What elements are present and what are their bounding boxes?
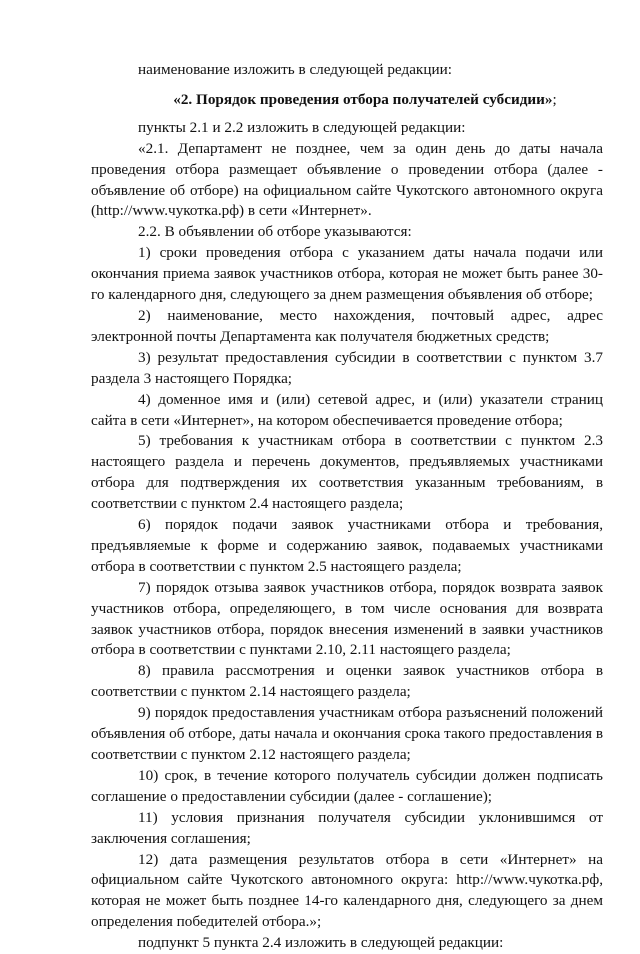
clause-2-2: 2.2. В объявлении об отборе указываются:	[138, 223, 412, 241]
list-item-1: 1) сроки проведения отбора с указанием даты начала подачи или окончания приема заявок участников отбора, которая не может быть ранее 30-го календарного дня, следующего за днем размещения объявления об отборе;	[91, 244, 603, 304]
section-heading-punct: ;	[552, 90, 557, 108]
section-heading-title: «2. Порядок проведения отбора получателей субсидии»	[173, 90, 553, 108]
list-item-7: 7) порядок отзыва заявок участников отбора, порядок возврата заявок участников отбора, определяющего, в том числе основания для возврата заявок участников отбора, порядок внесения изменений в заявки участников отбора в соответствии с пунктами 2.10, 2.11 настоящего раздела;	[91, 578, 603, 659]
list-item-11: 11) условия признания получателя субсидии уклонившимся от заключения соглашения;	[91, 808, 603, 847]
intro-paragraph: наименование изложить в следующей редакции:	[138, 61, 452, 78]
section-heading	[91, 90, 603, 111]
list-item-5: 5) требования к участникам отбора в соответствии с пунктом 2.3 настоящего раздела и перечень документов, предъявляемых участниками отбора для подтверждения их соответствия указанным требованиям, в соответствии с пунктом 2.4 настоящего раздела;	[91, 432, 603, 513]
list-item-3: 3) результат предоставления субсидии в соответствии с пунктом 3.7 раздела 3 настоящего Порядка;	[91, 348, 603, 387]
points-intro-paragraph: пункты 2.1 и 2.2 изложить в следующей редакции:	[138, 118, 466, 136]
list-item-2: 2) наименование, место нахождения, почтовый адрес, адрес электронной почты Департамента как получателя бюджетных средств;	[91, 306, 603, 345]
outro-paragraph: подпункт 5 пункта 2.4 изложить в следующей редакции:	[138, 934, 504, 952]
list-item-10: 10) срок, в течение которого получатель субсидии должен подписать соглашение о предоставлении субсидии (далее - соглашение);	[91, 766, 603, 805]
list-item-8: 8) правила рассмотрения и оценки заявок участников отбора в соответствии с пунктом 2.14 настоящего раздела;	[91, 662, 603, 701]
list-item-9: 9) порядок предоставления участникам отбора разъяснений положений объявления об отборе, даты начала и окончания срока такого предоставления в соответствии с пунктом 2.12 настоящего раздела;	[91, 704, 603, 763]
clause-2-1: «2.1. Департамент не позднее, чем за один день до даты начала проведения отбора размещает объявление о проведении отбора (далее - объявление об отборе) на официальном сайте Чукотского автономного округа (http://www.чукотка.рф) в сети «Интернет».	[91, 139, 603, 220]
list-item-12: 12) дата размещения результатов отбора в сети «Интернет» на официальном сайте Чукотского автономного округа: http://www.чукотка.рф, которая не может быть позднее 14-го календарного дня, следующего за днем определения победителей отбора.»;	[91, 850, 603, 931]
document-page	[91, 60, 603, 954]
list-item-6: 6) порядок подачи заявок участниками отбора и требования, предъявляемые к форме и содержанию заявок, подаваемых участниками отбора в соответствии с пунктом 2.5 настоящего раздела;	[91, 516, 603, 575]
list-item-4: 4) доменное имя и (или) сетевой адрес, и (или) указатели страниц сайта в сети «Интернет», на котором обеспечивается проведение отбора;	[91, 390, 603, 429]
